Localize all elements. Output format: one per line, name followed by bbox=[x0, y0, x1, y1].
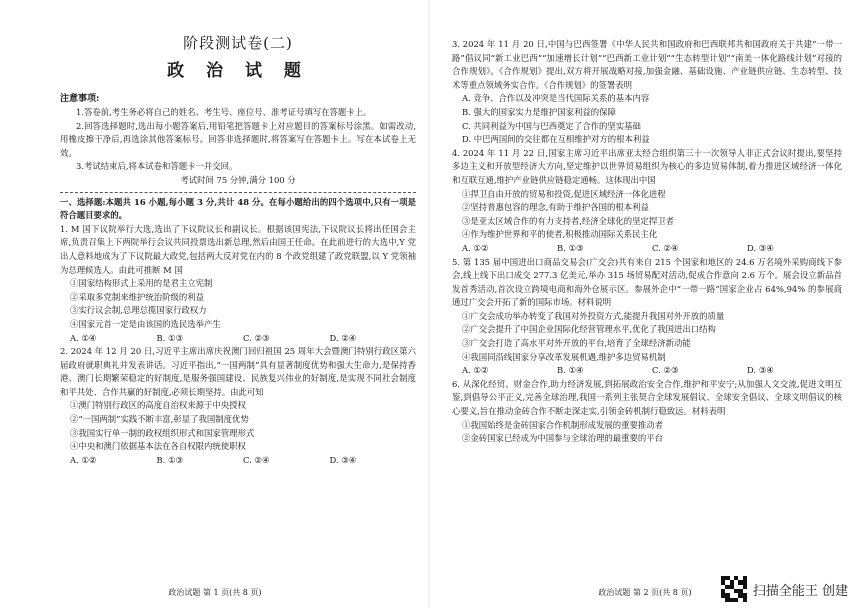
question-6-stem: 6. 从深化经贸、财金合作,助力经济发展,到拓展政治安全合作,维护和平安宁;从加强人文交流,促进文明互鉴,到倡导公平正义,完善全球治理,我国一系列主张契合全球发展倡议、全球安全倡议、全球文明倡议的核心要义,旨在推动金砖合作不断走深走实,引领金砖机制行稳致远。材料表明 bbox=[452, 378, 842, 417]
q2-choices bbox=[60, 454, 416, 468]
q3-option-b: B. 强大的国家实力是维护国家利益的保障 bbox=[462, 106, 616, 117]
page-1-footer: 政治试题 第 1 页(共 8 页) bbox=[168, 588, 262, 597]
q1-item-3: ③实行议会制,总理总揽国家行政权力 bbox=[70, 305, 207, 316]
q5-choices bbox=[452, 364, 842, 378]
q1-choice-b: B. ①③ bbox=[156, 332, 183, 343]
question-1-stem: 1. M 国下议院举行大选,选出了下议院议长和副议长。根据该国宪法,下议院议长将出任国会主席,负责召集上下两院举行会议共同投票选出新总理,然后由国王任命。在此前进行的大选中,Y 党出人意料地成为了下议院最大政党,包括两大反对党在内的 8 个政党组建了政党联盟,以 Y 党领袖为总理候选人。由此可推断 M 国 bbox=[60, 223, 416, 275]
exam-subject: 政 治 试 题 bbox=[167, 61, 309, 81]
q4-item-3: ③是亚太区域合作的有力支持者,经济全球化的坚定捍卫者 bbox=[462, 215, 675, 226]
q2-item-1: ①澳门特别行政区的高度自治权来源于中央授权 bbox=[70, 400, 246, 411]
q2-choice-d: D. ③④ bbox=[329, 454, 357, 465]
scanner-watermark bbox=[721, 576, 848, 602]
q4-item-4: ④作为维护世界和平的使者,积极推动国际关系民主化 bbox=[462, 229, 658, 240]
q5-choice-a: A. ①② bbox=[462, 365, 489, 376]
notes-title: 注意事项: bbox=[60, 94, 100, 104]
note-3: 3.考试结束后,将本试卷和答题卡一并交回。 bbox=[76, 161, 238, 172]
q4-item-2: ②坚持普惠包容的理念,有助于维护各国的根本利益 bbox=[462, 202, 649, 213]
q2-item-3: ③我国实行单一制的政权组织形式和国家管理形式 bbox=[70, 427, 255, 438]
q3-option-a: A. 竞争、合作以及冲突是当代国际关系的基本内容 bbox=[462, 93, 650, 104]
page-2-footer: 政治试题 第 2 页(共 8 页) bbox=[598, 588, 692, 597]
q4-choice-b: B. ①③ bbox=[557, 242, 584, 253]
note-1: 1.答卷前,考生务必将自己的姓名、考生号、座位号、准考证号填写在答题卡上。 bbox=[76, 107, 372, 117]
q6-item-1: ①我国始终是金砖国家合作机制形成发展的重要推动者 bbox=[462, 419, 663, 430]
q5-item-4: ④我国同沿线国家分享改革发展机遇,维护多边贸易机制 bbox=[462, 351, 666, 362]
q5-choice-b: B. ①④ bbox=[557, 365, 584, 376]
q4-item-1: ①捍卫自由开放的贸易和投资,促进区域经济一体化进程 bbox=[462, 188, 666, 199]
q1-choice-c: C. ②③ bbox=[243, 332, 270, 343]
q2-choice-a: A. ①② bbox=[70, 454, 97, 465]
exam-page-2 bbox=[430, 0, 860, 608]
q4-choice-c: C. ②④ bbox=[652, 242, 679, 253]
q1-item-1: ①国家结构形式上采用的是君主立宪制 bbox=[70, 278, 213, 289]
q1-choices bbox=[60, 332, 416, 346]
scanner-watermark-text: 扫描全能王 创建 bbox=[752, 583, 848, 599]
question-5-stem: 5. 第 135 届中国进出口商品交易会(广交会)共有来自 215 个国家和地区的 24.6 万名境外采购商线下参会,线上线下出口成交 277.3 亿美元,举办 315 场贸易配对活动,促成合作意向 2.6 万个。展会设立新品首发首秀活动,首次设立跨境电商和海外仓展示区。参展外企中“一带一路”国家企业占 64%,94% 的参展商通过广交会开拓了新的国际市场。材料说明 bbox=[452, 256, 842, 308]
q4-choices bbox=[452, 242, 842, 256]
q3-option-d: D. 中巴两国间的交往都在互相维护对方的根本利益 bbox=[462, 134, 650, 145]
q1-choice-a: A. ①④ bbox=[70, 332, 97, 343]
exam-info: 考试时间 75 分钟,满分 100 分 bbox=[180, 174, 296, 185]
q2-choice-c: C. ②④ bbox=[243, 454, 270, 465]
q4-choice-d: D. ③④ bbox=[747, 242, 774, 253]
section-heading: 一、选择题:本题共 16 小题,每小题 3 分,共计 48 分。在每小题给出的四个选项中,只有一项是符合题目要求的。 bbox=[60, 196, 416, 221]
q2-item-2: ②“一国两制”实践不断丰富,彰显了我国制度优势 bbox=[70, 414, 249, 425]
q1-choice-d: D. ②④ bbox=[329, 332, 357, 343]
q5-item-2: ②广交会提升了中国企业国际化经营管理水平,优化了我国进出口结构 bbox=[462, 324, 716, 335]
q1-item-4: ④国家元首一定是由该国的选民选举产生 bbox=[70, 318, 221, 329]
note-2: 2.回答选择题时,选出每小题答案后,用铅笔把答题卡上对应题目的答案标号涂黑。如需改动,用橡皮擦干净后,再选涂其他答案标号。回答非选择题时,将答案写在答题卡上。写在本试卷上无效。 bbox=[60, 120, 416, 158]
q2-choice-b: B. ①③ bbox=[156, 454, 183, 465]
q1-item-2: ②采取多党制来维护统治阶级的利益 bbox=[70, 291, 204, 302]
question-4-stem: 4. 2024 年 11 月 22 日,国家主席习近平出席亚太经合组织第三十一次领导人非正式会议时提出,要坚持多边主义和开放型经济大方向,坚定维护以世界贸易组织为核心的多边贸易体制,着力推进区域经济一体化和互联互通,维护产业链供应链稳定通畅。这体现出中国 bbox=[452, 147, 842, 185]
q5-item-1: ①广交会成功举办转变了我国对外投资方式,能提升我国对外开放的质量 bbox=[462, 310, 725, 321]
q2-item-4: ④中央和澳门依据基本法在各自权限内统使职权 bbox=[70, 441, 246, 452]
q4-choice-a: A. ①② bbox=[462, 242, 489, 253]
divider bbox=[60, 192, 416, 193]
qr-code-icon bbox=[721, 576, 747, 602]
q3-option-c: C. 共同利益为中国与巴西奠定了合作的坚实基础 bbox=[462, 120, 641, 131]
question-2-stem: 2. 2024 年 12 月 20 日,习近平主席出席庆祝澳门回归祖国 25 周年大会暨澳门特别行政区第六届政府就职典礼并发表讲话。习近平指出,“一国两制”具有显著制度优势和强大生命力,是保持香港、澳门长期繁荣稳定的好制度,是服务强国建设、民族复兴伟业的好制度,是实现不同社会制度和平共处、合作共赢的好制度,必须长期坚持。由此可知 bbox=[60, 346, 416, 397]
q5-item-3: ③广交会打造了高水平对外开放的平台,培育了全球经济新动能 bbox=[462, 338, 691, 349]
q5-choice-d: D. ③④ bbox=[747, 365, 774, 376]
question-3-stem: 3. 2024 年 11 月 20 日,中国与巴西签署《中华人民共和国政府和巴西联邦共和国政府关于共建“一带一路”倡议同“新工业巴西”“加速增长计划”“巴西新工业计划”“生态转型计划”“南美一体化路线计划”对接的合作规划》。《合作规划》提出,双方将开展战略对接,加强金融、基础设施、产业链供应链、生态转型、技术等重点领域务实合作。《合作规划》的签署表明 bbox=[452, 39, 842, 90]
q5-choice-c: C. ②③ bbox=[652, 365, 679, 376]
exam-title: 阶段测试卷(二) bbox=[183, 34, 293, 52]
q6-item-2: ②金砖国家已经成为中国参与全球治理的最重要的平台 bbox=[462, 433, 663, 444]
